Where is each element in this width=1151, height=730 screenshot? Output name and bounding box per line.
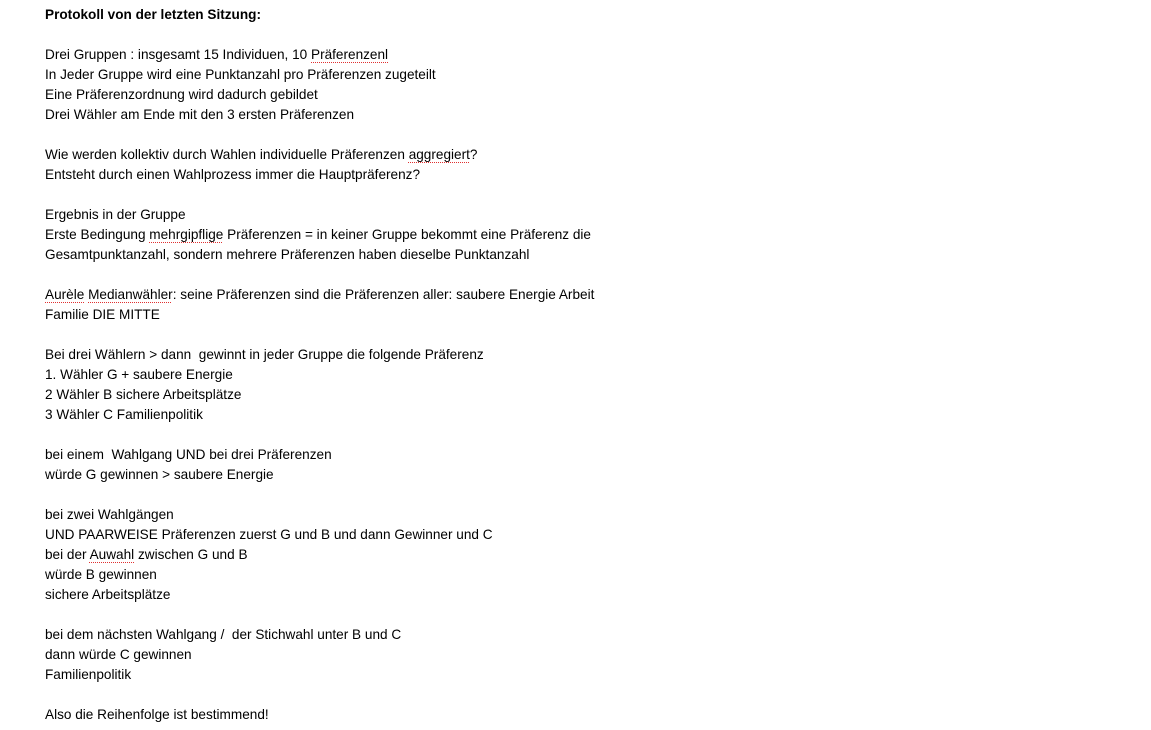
text-line: Entsteht durch einen Wahlprozess immer die Hauptpräferenz? [45, 167, 421, 182]
text-line: Familienpolitik [45, 667, 132, 682]
misspelled-word: aggregiert [408, 147, 470, 162]
text-line: Eine Präferenzordnung wird dadurch gebildet [45, 87, 318, 102]
document-title: Protokoll von der letzten Sitzung: [45, 7, 261, 22]
misspelled-word: Medianwähler [88, 287, 173, 302]
text-line: Ergebnis in der Gruppe [45, 207, 186, 222]
text-segment: ? [469, 147, 478, 162]
text-line [45, 225, 1135, 245]
text-line: Drei Wähler am Ende mit den 3 ersten Präferenzen [45, 107, 355, 122]
text-line: In Jeder Gruppe wird eine Punktanzahl pro Präferenzen zugeteilt [45, 67, 436, 82]
blank-line [45, 425, 1135, 445]
text-segment: Erste Bedingung [45, 227, 150, 242]
text-line: bei dem nächsten Wahlgang / der Stichwahl unter B und C [45, 627, 402, 642]
text-segment: Wie werden kollektiv durch Wahlen individuelle Präferenzen [45, 147, 409, 162]
misspelled-word: Aurèle [45, 287, 85, 302]
text-line: würde B gewinnen [45, 567, 157, 582]
text-line: UND PAARWEISE Präferenzen zuerst G und B und dann Gewinner und C [45, 527, 493, 542]
blank-line [45, 325, 1135, 345]
blank-line [45, 185, 1135, 205]
document-body[interactable] [45, 5, 1135, 725]
text-segment: Präferenzen = in keiner Gruppe bekommt eine Präferenz die [223, 227, 591, 242]
text-line: Bei drei Wählern > dann gewinnt in jeder Gruppe die folgende Präferenz [45, 347, 484, 362]
text-line: Gesamtpunktanzahl, sondern mehrere Präferenzen haben dieselbe Punktanzahl [45, 247, 530, 262]
text-line: Familie DIE MITTE [45, 307, 160, 322]
text-line [45, 545, 1135, 565]
blank-line [45, 485, 1135, 505]
blank-line [45, 125, 1135, 145]
text-line: 3 Wähler C Familienpolitik [45, 407, 203, 422]
misspelled-word: Präferenzenl [311, 47, 389, 62]
blank-line [45, 605, 1135, 625]
text-line [45, 285, 1135, 305]
text-line: sichere Arbeitsplätze [45, 587, 171, 602]
text-line: bei einem Wahlgang UND bei drei Präferenzen [45, 447, 332, 462]
misspelled-word: mehrgipflige [149, 227, 224, 242]
text-segment: : seine Präferenzen sind die Präferenzen aller: saubere Energie Arbeit [172, 287, 595, 302]
misspelled-word: Auwahl [89, 547, 135, 562]
blank-line [45, 685, 1135, 705]
text-line: bei zwei Wahlgängen [45, 507, 174, 522]
text-line: 1. Wähler G + saubere Energie [45, 367, 233, 382]
text-line [45, 45, 1135, 65]
blank-line [45, 265, 1135, 285]
text-line: würde G gewinnen > saubere Energie [45, 467, 274, 482]
text-segment: Drei Gruppen : insgesamt 15 Individuen, 10 [45, 47, 311, 62]
text-line [45, 145, 1135, 165]
text-segment: bei der [45, 547, 90, 562]
text-segment: zwischen G und B [134, 547, 248, 562]
text-line: dann würde C gewinnen [45, 647, 192, 662]
text-line: Also die Reihenfolge ist bestimmend! [45, 707, 269, 722]
blank-line [45, 25, 1135, 45]
text-line: 2 Wähler B sichere Arbeitsplätze [45, 387, 242, 402]
